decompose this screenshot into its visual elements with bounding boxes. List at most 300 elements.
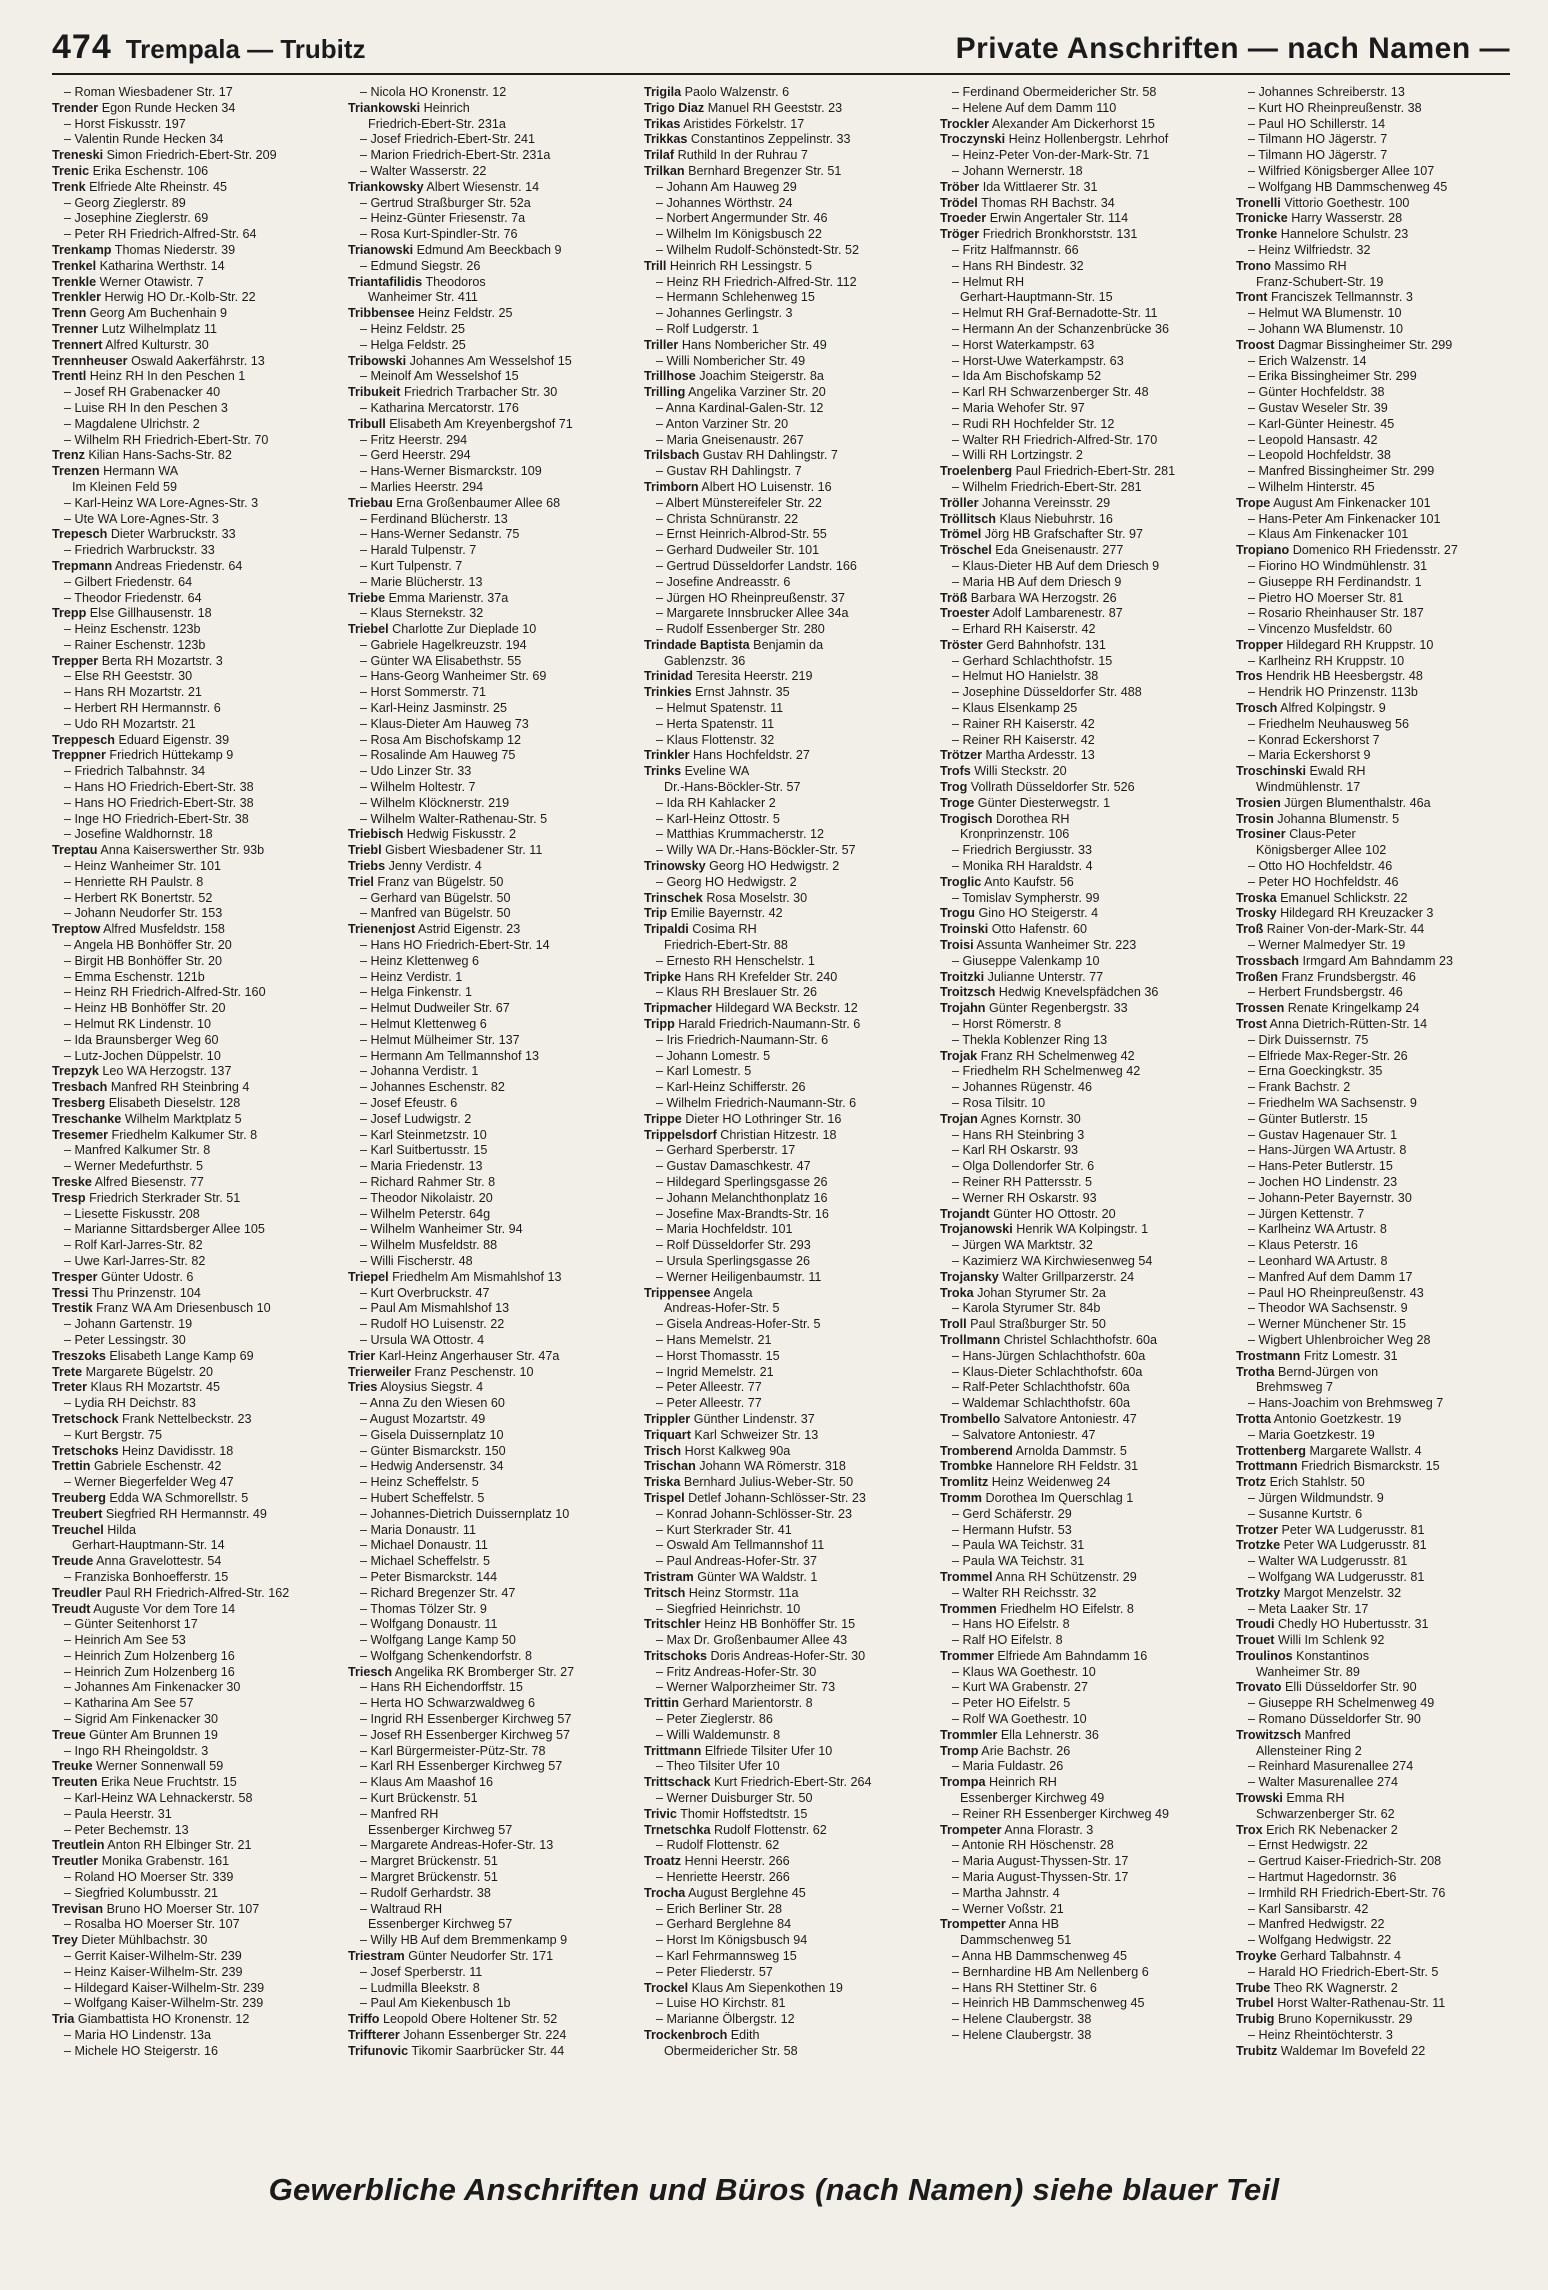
entry-text: – Roman Wiesbadener Str. 17: [64, 85, 233, 99]
entry-text: – Klaus WA Goethestr. 10: [952, 1664, 1096, 1679]
directory-entry: [1236, 1191, 1510, 1207]
entry-text: – Herbert RH Hermannstr. 6: [64, 701, 221, 716]
entry-text: – Rolf WA Goethestr. 10: [952, 1712, 1087, 1727]
entry-text: – Magdalene Ulrichstr. 2: [64, 416, 200, 431]
entry-text: – Maria Friedenstr. 13: [360, 1159, 483, 1174]
entry-text: – Maria Gneisenaustr. 267: [656, 432, 804, 447]
directory-entry: [52, 1444, 326, 1460]
entry-text: – Konrad Johann-Schlösser-Str. 23: [656, 1506, 853, 1521]
entry-text: – Wilhelm Im Königsbusch 22: [656, 227, 822, 242]
directory-entry: [348, 1696, 622, 1712]
directory-entry: [1236, 638, 1510, 654]
directory-entry: [940, 275, 1214, 291]
directory-entry: [52, 512, 326, 528]
entry-text: – Hans-Peter Butlerstr. 15: [1248, 1159, 1393, 1174]
surname: Trippensee: [644, 1285, 711, 1300]
entry-text: – Gerd Schäferstr. 29: [952, 1506, 1072, 1521]
entry-text: Erich RK Nebenacker 2: [1266, 1822, 1398, 1837]
directory-entry: [1236, 1633, 1510, 1649]
directory-entry: [52, 796, 326, 812]
entry-text: Gerhart-Hauptmann-Str. 15: [960, 290, 1113, 305]
surname: Trenk: [52, 179, 86, 194]
directory-entry: [348, 843, 622, 859]
directory-entry: [1236, 954, 1510, 970]
directory-entry: [1236, 1744, 1510, 1760]
entry-text: Auguste Vor dem Tore 14: [93, 1601, 236, 1616]
surname: Trierweiler: [348, 1364, 412, 1379]
entry-text: – Karl Bürgermeister-Pütz-Str. 78: [360, 1743, 546, 1758]
directory-entry: [1236, 480, 1510, 496]
entry-text: – Jürgen Kettenstr. 7: [1248, 1206, 1365, 1221]
surname: Treudler: [52, 1585, 102, 1600]
entry-text: – Luise RH In den Peschen 3: [64, 400, 228, 415]
directory-entry: [940, 764, 1214, 780]
directory-entry: [940, 1665, 1214, 1681]
entry-text: – Johannes Schreiberstr. 13: [1248, 85, 1405, 99]
directory-entry: [1236, 1902, 1510, 1918]
entry-text: – Gerd Heerstr. 294: [360, 448, 471, 463]
directory-entry: [348, 1396, 622, 1412]
surname: Tretschoks: [52, 1443, 119, 1458]
directory-entry: [940, 717, 1214, 733]
directory-entry: [1236, 1349, 1510, 1365]
surname: Troelenberg: [940, 464, 1013, 479]
directory-entry: [1236, 970, 1510, 986]
directory-entry: [52, 1917, 326, 1933]
entry-text: – Hans HO Eifelstr. 8: [952, 1617, 1070, 1632]
directory-entry: [940, 132, 1214, 148]
entry-text: – Klaus Sternekstr. 32: [360, 606, 484, 621]
directory-entry: [644, 543, 918, 559]
entry-text: Horst Walter-Rathenau-Str. 11: [1277, 1996, 1446, 2011]
entry-text: Ella Lehnerstr. 36: [1000, 1727, 1099, 1742]
surname: Tretschock: [52, 1411, 119, 1426]
entry-text: – Werner Voßstr. 21: [952, 1901, 1064, 1916]
directory-entry: [1236, 1507, 1510, 1523]
directory-entry: [348, 354, 622, 370]
entry-text: Elisabeth Dieselstr. 128: [108, 1096, 241, 1110]
entry-text: Andreas-Hofer-Str. 5: [664, 1301, 780, 1316]
entry-text: – Friedhelm WA Sachsenstr. 9: [1248, 1096, 1417, 1110]
entry-text: – Theodor Nikolaistr. 20: [360, 1190, 493, 1205]
directory-entry: [348, 148, 622, 164]
entry-text: – Peter Alleestr. 77: [656, 1396, 762, 1411]
surname: Trenner: [52, 321, 99, 336]
directory-entry: [940, 1823, 1214, 1839]
directory-entry: [1236, 148, 1510, 164]
directory-entry: [52, 227, 326, 243]
directory-entry: [52, 812, 326, 828]
directory-entry: [644, 1143, 918, 1159]
entry-text: Heinz RH In den Peschen 1: [89, 369, 246, 384]
directory-entry: [940, 1128, 1214, 1144]
entry-text: – Josef Friedrich-Ebert-Str. 241: [360, 132, 535, 147]
directory-entry: [1236, 211, 1510, 227]
directory-entry: [348, 1554, 622, 1570]
entry-text: – Fritz Andreas-Hofer-Str. 30: [656, 1664, 817, 1679]
surname: Triebau: [348, 495, 393, 510]
entry-text: – Hans RH Mozartstr. 21: [64, 685, 202, 700]
directory-entry: [348, 85, 622, 101]
directory-entry: [348, 1965, 622, 1981]
entry-text: – Willi Nombericher Str. 49: [656, 353, 806, 368]
entry-text: August Am Finkenacker 101: [1273, 495, 1431, 510]
entry-text: – Wilhelm Wanheimer Str. 94: [360, 1222, 523, 1237]
directory-entry: [940, 1096, 1214, 1112]
entry-text: – Gustav Hagenauer Str. 1: [1248, 1127, 1398, 1142]
directory-entry: [1236, 938, 1510, 954]
entry-text: – Hans RH Bindestr. 32: [952, 258, 1084, 273]
directory-entry: [940, 1917, 1214, 1933]
entry-text: Friedrich Bismarckstr. 15: [1301, 1459, 1440, 1474]
entry-text: – Hubert Scheffelstr. 5: [360, 1490, 485, 1505]
entry-text: – Paul Am Kiekenbusch 1b: [360, 1996, 511, 2011]
directory-entry: [1236, 685, 1510, 701]
directory-entry: [940, 796, 1214, 812]
surname: Tröller: [940, 495, 979, 510]
entry-text: – Peter HO Eifelstr. 5: [952, 1696, 1071, 1711]
directory-entry: [348, 1791, 622, 1807]
surname: Troitzki: [940, 969, 985, 984]
entry-text: Heinz Weidenweg 24: [991, 1475, 1111, 1490]
entry-text: Domenico RH Friedensstr. 27: [1292, 543, 1458, 558]
directory-entry: [348, 1617, 622, 1633]
entry-text: – Margret Brückenstr. 51: [360, 1870, 498, 1885]
entry-text: Harald Friedrich-Naumann-Str. 6: [678, 1017, 861, 1032]
entry-text: – Heinz RH Friedrich-Alfred-Str. 160: [64, 985, 266, 1000]
entry-text: Otto Hafenstr. 60: [991, 922, 1087, 937]
entry-text: – Werner RH Oskarstr. 93: [952, 1190, 1097, 1205]
entry-text: Ruthild In der Ruhrau 7: [677, 148, 808, 163]
entry-text: Astrid Eigenstr. 23: [418, 922, 521, 937]
directory-entry: [644, 2012, 918, 2028]
entry-text: – Hans-Werner Sedanstr. 75: [360, 527, 520, 542]
entry-text: – Klaus Elsenkamp 25: [952, 701, 1078, 716]
directory-entry: [644, 843, 918, 859]
directory-entry: [348, 1712, 622, 1728]
entry-text: – Walter RH Reichsstr. 32: [952, 1585, 1097, 1600]
entry-text: – Josefine Andreasstr. 6: [656, 574, 791, 589]
surname: Tribowski: [348, 353, 407, 368]
entry-text: Kronprinzenstr. 106: [960, 827, 1070, 842]
directory-entry: [52, 1680, 326, 1696]
entry-text: – Heinz-Günter Friesenstr. 7a: [360, 211, 526, 226]
directory-entry: [1236, 891, 1510, 907]
surname: Trinkler: [644, 748, 690, 763]
directory-entry: [52, 985, 326, 1001]
surname: Trog: [940, 780, 968, 795]
entry-text: Erwin Angertaler Str. 114: [989, 211, 1129, 226]
directory-entry: [644, 1870, 918, 1886]
directory-entry: [52, 543, 326, 559]
entry-text: – Ida Braunsberger Weg 60: [64, 1032, 219, 1047]
directory-entry: [644, 101, 918, 117]
entry-text: – Wolfgang Donaustr. 11: [360, 1617, 498, 1632]
directory-entry: [940, 748, 1214, 764]
directory-entry: [644, 1033, 918, 1049]
directory-entry: [52, 85, 326, 101]
entry-text: Gustav RH Dahlingstr. 7: [702, 448, 838, 463]
directory-entry: [348, 2028, 622, 2044]
directory-entry: [52, 1017, 326, 1033]
entry-text: – Hans-Georg Wanheimer Str. 69: [360, 669, 547, 684]
surname: Trombello: [940, 1411, 1001, 1426]
entry-text: Heinrich RH Lessingstr. 5: [669, 258, 812, 273]
surname: Tripp: [644, 1017, 675, 1032]
directory-entry: [1236, 1933, 1510, 1949]
section-title: Private Anschriften — nach Namen —: [955, 32, 1510, 65]
entry-text: – Marie Blücherstr. 13: [360, 574, 483, 589]
surname: Trosky: [1236, 906, 1277, 921]
directory-entry: [644, 1538, 918, 1554]
directory-entry: [940, 527, 1214, 543]
surname: Trenzen: [52, 464, 100, 479]
surname: Trilling: [644, 385, 686, 400]
directory-entry: [348, 180, 622, 196]
entry-text: – Thekla Koblenzer Ring 13: [952, 1032, 1108, 1047]
entry-text: Assunta Wanheimer Str. 223: [976, 938, 1137, 953]
surname: Trippelsdorf: [644, 1127, 717, 1142]
directory-entry: [348, 527, 622, 543]
directory-entry: [348, 1380, 622, 1396]
directory-entry: [1236, 1917, 1510, 1933]
entry-text: – Meta Laaker Str. 17: [1248, 1601, 1369, 1616]
directory-entry: [940, 417, 1214, 433]
entry-text: Essenberger Kirchweg 57: [368, 1917, 513, 1932]
entry-text: – Gabriele Hagelkreuzstr. 194: [360, 637, 527, 652]
entry-text: – Theodor Friedenstr. 64: [64, 590, 202, 605]
entry-text: Heinz Feldstr. 25: [418, 306, 513, 321]
entry-text: – Angela HB Bonhöffer Str. 20: [64, 938, 232, 953]
directory-entry: [940, 1317, 1214, 1333]
entry-text: – Karl-Heinz Jasminstr. 25: [360, 701, 507, 716]
entry-text: – Johann WA Blumenstr. 10: [1248, 321, 1403, 336]
entry-text: Günter HO Ottostr. 20: [993, 1206, 1116, 1221]
entry-text: – Gilbert Friedenstr. 64: [64, 574, 193, 589]
directory-entry: [940, 243, 1214, 259]
entry-text: – Hans-Jürgen WA Artustr. 8: [1248, 1143, 1407, 1158]
directory-entry: [940, 1049, 1214, 1065]
entry-text: Erika Neue Fruchtstr. 15: [101, 1775, 237, 1790]
surname: Trovato: [1236, 1680, 1282, 1695]
entry-text: Irmgard Am Bahndamm 23: [1302, 953, 1453, 968]
entry-text: – Wilfried Königsberger Allee 107: [1248, 163, 1435, 178]
directory-entry: [52, 243, 326, 259]
surname: Trepp: [52, 606, 87, 621]
entry-text: – Leonhard WA Artustr. 8: [1248, 1253, 1388, 1268]
entry-text: – Frank Bachstr. 2: [1248, 1080, 1351, 1095]
directory-entry: [940, 701, 1214, 717]
directory-entry: [940, 227, 1214, 243]
directory-entry: [348, 480, 622, 496]
entry-text: – Reiner RH Kaiserstr. 42: [952, 732, 1095, 747]
entry-text: – Johanna Verdistr. 1: [360, 1064, 479, 1079]
entry-text: Elli Düsseldorfer Str. 90: [1285, 1680, 1417, 1695]
entry-text: – Wolfgang Kaiser-Wilhelm-Str. 239: [64, 1996, 264, 2011]
directory-entry: [940, 685, 1214, 701]
surname: Troudi: [1236, 1617, 1275, 1632]
directory-entry: [644, 701, 918, 717]
entry-text: – Gertrud Kaiser-Friedrich-Str. 208: [1248, 1854, 1442, 1869]
entry-text: – Willi RH Lortzingstr. 2: [952, 448, 1083, 463]
surname: Treuchel: [52, 1522, 104, 1537]
directory-entry: [940, 211, 1214, 227]
entry-text: – Heinrich Zum Holzenberg 16: [64, 1664, 235, 1679]
directory-entry: [348, 101, 622, 117]
entry-text: – Theodor WA Sachsenstr. 9: [1248, 1301, 1408, 1316]
entry-text: – Ingo RH Rheingoldstr. 3: [64, 1743, 209, 1758]
entry-text: – Ernst Heinrich-Albrod-Str. 55: [656, 527, 827, 542]
entry-text: – Henriette Heerstr. 266: [656, 1870, 790, 1885]
directory-entry: [52, 496, 326, 512]
directory-entry: [644, 1775, 918, 1791]
entry-text: – Rudolf HO Luisenstr. 22: [360, 1317, 505, 1332]
entry-text: – Hans-Joachim von Brehmsweg 7: [1248, 1396, 1444, 1411]
directory-entry: [52, 1459, 326, 1475]
entry-text: Erich Stahlstr. 50: [1269, 1475, 1365, 1490]
entry-text: – Heinz Eschenstr. 123b: [64, 622, 201, 637]
directory-entry: [348, 1254, 622, 1270]
directory-entry: [348, 591, 622, 607]
directory-entry: [348, 1064, 622, 1080]
directory-entry: [940, 1507, 1214, 1523]
entry-text: Simon Friedrich-Ebert-Str. 209: [106, 148, 277, 163]
entry-text: – Wolfgang Lange Kamp 50: [360, 1633, 516, 1648]
directory-entry: [940, 290, 1214, 306]
directory-entry: [52, 685, 326, 701]
entry-text: Rainer Von-der-Mark-Str. 44: [1266, 922, 1425, 937]
directory-entry: [52, 575, 326, 591]
directory-entry: [1236, 1159, 1510, 1175]
entry-text: – Paul HO Schillerstr. 14: [1248, 116, 1386, 131]
directory-entry: [1236, 1538, 1510, 1554]
entry-text: – Johannes Rügenstr. 46: [952, 1080, 1093, 1095]
entry-text: – Peter Alleestr. 77: [656, 1380, 762, 1395]
directory-entry: [348, 385, 622, 401]
directory-entry: [348, 227, 622, 243]
entry-text: – Klaus Am Maashof 16: [360, 1775, 494, 1790]
entry-text: Franz-Schubert-Str. 19: [1256, 274, 1384, 289]
entry-text: – Werner Duisburger Str. 50: [656, 1791, 813, 1806]
entry-text: – Hans HO Friedrich-Ebert-Str. 38: [64, 795, 254, 810]
entry-text: – Klaus-Dieter HB Auf dem Driesch 9: [952, 558, 1160, 573]
directory-entry: [644, 1159, 918, 1175]
directory-entry: [1236, 669, 1510, 685]
entry-text: – Günter Hochfeldstr. 38: [1248, 385, 1385, 400]
entry-text: – Wilhelm Musfeldstr. 88: [360, 1238, 498, 1253]
directory-entry: [644, 1380, 918, 1396]
directory-entry: [1236, 1222, 1510, 1238]
directory-entry: [940, 433, 1214, 449]
entry-text: – Heinz HB Bonhöffer Str. 20: [64, 1001, 226, 1016]
entry-text: Anna Dietrich-Rütten-Str. 14: [1269, 1017, 1428, 1032]
directory-entry: [940, 148, 1214, 164]
directory-entry: [348, 717, 622, 733]
entry-text: – Michael Donaustr. 11: [360, 1538, 488, 1553]
entry-text: – Manfred van Bügelstr. 50: [360, 906, 511, 921]
entry-text: Bruno Kopernikusstr. 29: [1277, 2012, 1413, 2027]
entry-text: – Reiner RH Essenberger Kirchweg 49: [952, 1806, 1169, 1821]
directory-entry: [348, 985, 622, 1001]
entry-text: Vollrath Düsseldorfer Str. 526: [970, 780, 1135, 795]
entry-text: – Peter HO Hochfeldstr. 46: [1248, 874, 1399, 889]
directory-entry: [1236, 1365, 1510, 1381]
surname: Trispel: [644, 1490, 685, 1505]
directory-entry: [644, 622, 918, 638]
entry-text: Anna Florastr. 3: [1004, 1822, 1094, 1837]
directory-entry: [348, 1823, 622, 1839]
entry-text: Alfred Biesenstr. 77: [94, 1174, 204, 1189]
entry-text: Angela: [713, 1285, 753, 1300]
directory-entry: [1236, 1712, 1510, 1728]
directory-entry: [52, 1207, 326, 1223]
surname: Trono: [1236, 258, 1271, 273]
directory-columns: [52, 85, 1510, 2115]
surname: Trollmann: [940, 1332, 1001, 1347]
entry-text: – Erhard RH Kaiserstr. 42: [952, 622, 1096, 637]
entry-text: – Katharina Am See 57: [64, 1696, 194, 1711]
entry-text: – Rosa Tilsitr. 10: [952, 1096, 1046, 1110]
directory-entry: [644, 1301, 918, 1317]
entry-text: – Hans HO Friedrich-Ebert-Str. 38: [64, 780, 254, 795]
surname: Trosiner: [1236, 827, 1286, 842]
entry-text: – Rosario Rheinhauser Str. 187: [1248, 606, 1424, 621]
surname: Treppner: [52, 748, 106, 763]
directory-entry: [1236, 180, 1510, 196]
entry-text: – Hans HO Friedrich-Ebert-Str. 14: [360, 938, 550, 953]
directory-entry: [348, 891, 622, 907]
entry-text: Anna Gravelottestr. 54: [96, 1554, 222, 1569]
directory-entry: [1236, 1301, 1510, 1317]
entry-text: – Roland HO Moerser Str. 339: [64, 1870, 234, 1885]
directory-entry: [940, 954, 1214, 970]
directory-entry: [348, 196, 622, 212]
surname: Trotzke: [1236, 1538, 1281, 1553]
directory-entry: [52, 1380, 326, 1396]
entry-text: Franz RH Schelmenweg 42: [980, 1048, 1135, 1063]
entry-text: – Matthias Krummacherstr. 12: [656, 827, 824, 842]
entry-text: – Hendrik HO Prinzenstr. 113b: [1248, 685, 1418, 700]
directory-entry: [52, 401, 326, 417]
entry-text: Günther Lindenstr. 37: [693, 1411, 815, 1426]
entry-text: Friedhelm Am Mismahlshof 13: [392, 1269, 562, 1284]
entry-text: – Susanne Kurtstr. 6: [1248, 1506, 1363, 1521]
surname: Tromberend: [940, 1443, 1013, 1458]
surname: Trotzer: [1236, 1522, 1278, 1537]
surname: Trenkamp: [52, 242, 112, 257]
entry-text: – Walter Masurenallee 274: [1248, 1775, 1399, 1790]
surname: Trivic: [644, 1806, 677, 1821]
directory-entry: [52, 1096, 326, 1112]
directory-entry: [348, 1475, 622, 1491]
entry-text: Hildegard WA Beckstr. 12: [715, 1001, 858, 1016]
surname: Troost: [1236, 337, 1275, 352]
surname: Trianowski: [348, 242, 414, 257]
entry-text: – Hans Memelstr. 21: [656, 1332, 772, 1347]
directory-entry: [940, 1412, 1214, 1428]
entry-text: Thu Prinzenstr. 104: [91, 1285, 201, 1300]
directory-entry: [1236, 1949, 1510, 1965]
entry-text: – Johannes Am Finkenacker 30: [64, 1680, 241, 1695]
directory-entry: [52, 733, 326, 749]
entry-text: Karl Schweizer Str. 13: [694, 1427, 819, 1442]
entry-text: Renate Kringelkamp 24: [1287, 1001, 1420, 1016]
entry-text: – Peter Zieglerstr. 86: [656, 1712, 773, 1727]
entry-text: – Christa Schnüranstr. 22: [656, 511, 799, 526]
directory-entry: [348, 1744, 622, 1760]
entry-text: Elisabeth Am Kreyenbergshof 71: [389, 416, 573, 431]
directory-entry: [348, 132, 622, 148]
